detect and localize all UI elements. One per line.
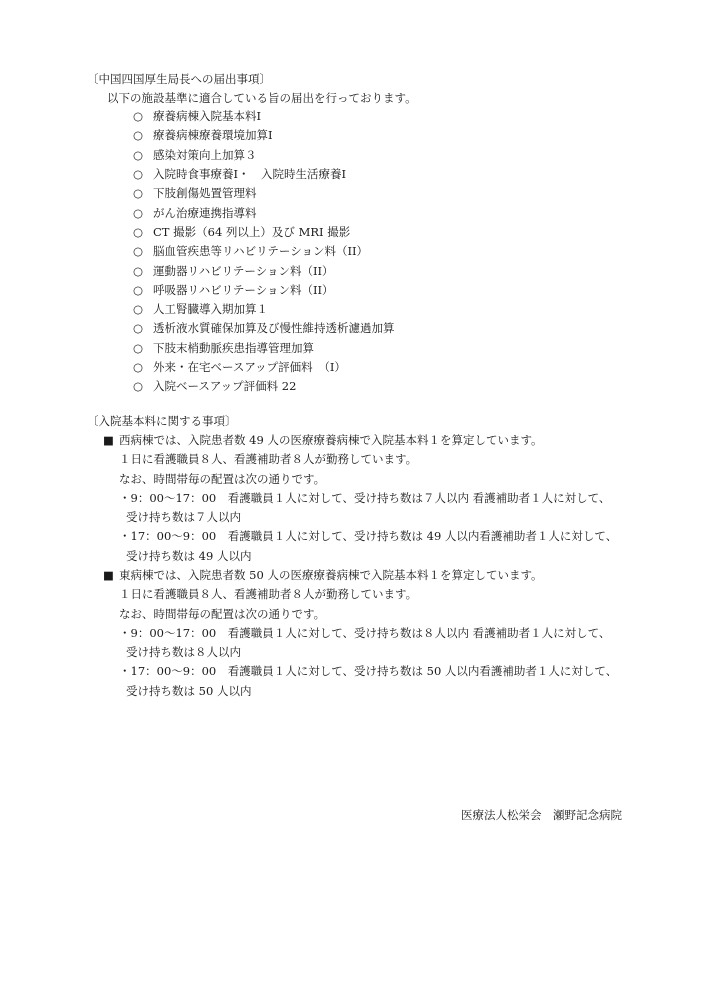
square-bullet-icon: ■ [103, 433, 114, 447]
circle-bullet-icon: ○ [133, 302, 144, 317]
section-heading-facility-standards: 〔中国四国厚生局長への届出事項〕 [87, 72, 271, 86]
east-ward-summary [103, 566, 617, 585]
west-ward-summary [103, 431, 617, 450]
list-item [133, 261, 395, 280]
list-item [133, 358, 395, 377]
list-item-text: 呼吸器リハビリテーション料（II） [153, 282, 334, 297]
west-ward-night-shift-cont: 受け持ち数は 49 人以内 [126, 548, 252, 563]
circle-bullet-icon: ○ [133, 186, 144, 201]
circle-bullet-icon: ○ [133, 167, 144, 182]
east-ward-block [103, 566, 617, 701]
east-ward-summary-text: 東病棟では、入院患者数 50 人の医療療養病棟で入院基本料１を算定しています。 [119, 568, 543, 582]
section-heading-inpatient-fee: 〔入院基本料に関する事項〕 [87, 414, 237, 428]
list-item [133, 300, 395, 319]
east-ward-night-shift: ・17：00～9：00 看護職員１人に対して、受け持ち数は 50 人以内看護補助者１人に対して、 [119, 664, 618, 679]
circle-bullet-icon: ○ [133, 340, 144, 355]
hospital-signature: 医療法人松栄会 瀬野記念病院 [461, 808, 622, 822]
east-ward-staffing: １日に看護職員８人、看護補助者８人が勤務しています。 [119, 587, 418, 602]
west-ward-day-shift: ・9：00～17：00 看護職員１人に対して、受け持ち数は７人以内 看護補助者１人に対して、 [119, 490, 611, 505]
facility-standards-intro: 以下の施設基準に適合している旨の届出を行っております。 [107, 91, 417, 105]
circle-bullet-icon: ○ [133, 321, 144, 336]
west-ward-summary-text: 西病棟では、入院患者数 49 人の医療療養病棟で入院基本料１を算定しています。 [119, 433, 543, 447]
list-item-text: がん治療連携指導料 [153, 205, 257, 220]
west-ward-night-shift: ・17：00～9：00 看護職員１人に対して、受け持ち数は 49 人以内看護補助者１人に対して、 [119, 529, 618, 544]
square-bullet-icon: ■ [103, 568, 114, 582]
list-item-text: 療養病棟入院基本料Ⅰ [153, 109, 262, 124]
facility-standards-list [133, 107, 395, 396]
west-ward-day-shift-cont: 受け持ち数は７人以内 [126, 510, 241, 525]
list-item [133, 377, 395, 396]
circle-bullet-icon: ○ [133, 263, 144, 278]
list-item-text: 下肢創傷処置管理料 [153, 186, 257, 201]
list-item-text: 入院時食事療養Ⅰ・ 入院時生活療養Ⅰ [153, 167, 347, 182]
circle-bullet-icon: ○ [133, 360, 144, 374]
east-ward-day-shift-cont: 受け持ち数は８人以内 [126, 645, 241, 660]
circle-bullet-icon: ○ [133, 147, 144, 162]
west-ward-note: なお、時間帯毎の配置は次の通りです。 [119, 471, 326, 486]
list-item [133, 223, 395, 242]
circle-bullet-icon: ○ [133, 244, 144, 259]
west-ward-staffing: １日に看護職員８人、看護補助者８人が勤務しています。 [119, 452, 418, 467]
list-item [133, 107, 395, 126]
circle-bullet-icon: ○ [133, 128, 144, 143]
list-item [133, 339, 395, 358]
list-item [133, 319, 395, 338]
east-ward-note: なお、時間帯毎の配置は次の通りです。 [119, 606, 326, 621]
circle-bullet-icon: ○ [133, 205, 144, 220]
circle-bullet-icon: ○ [133, 379, 144, 394]
list-item-text: 脳血管疾患等リハビリテーション料（II） [153, 244, 369, 259]
list-item-text: 下肢末梢動脈疾患指導管理加算 [153, 340, 314, 355]
circle-bullet-icon: ○ [133, 224, 144, 239]
west-ward-block [103, 431, 617, 566]
list-item-text: 感染対策向上加算３ [153, 147, 257, 162]
list-item-text: CT 撮影（64 列以上）及び MRI 撮影 [153, 224, 351, 239]
list-item-text: 運動器リハビリテーション料（II） [153, 263, 334, 278]
list-item [133, 242, 395, 261]
circle-bullet-icon: ○ [133, 109, 144, 124]
list-item [133, 165, 395, 184]
east-ward-day-shift: ・9：00～17：00 看護職員１人に対して、受け持ち数は８人以内 看護補助者１人に対して、 [119, 625, 611, 640]
list-item [133, 203, 395, 222]
list-item-text: 透析液水質確保加算及び慢性維持透析濾過加算 [153, 321, 395, 336]
list-item-text: 入院ベースアップ評価料 22 [153, 379, 297, 394]
list-item [133, 126, 395, 145]
list-item [133, 281, 395, 300]
list-item [133, 184, 395, 203]
list-item-text: 人工腎臓導入期加算１ [153, 302, 268, 317]
list-item [133, 146, 395, 165]
circle-bullet-icon: ○ [133, 282, 144, 297]
list-item-text: 外来・在宅ベースアップ評価料 （Ⅰ） [153, 360, 346, 374]
east-ward-night-shift-cont: 受け持ち数は 50 人以内 [126, 683, 252, 698]
list-item-text: 療養病棟療養環境加算Ⅰ [153, 128, 273, 143]
